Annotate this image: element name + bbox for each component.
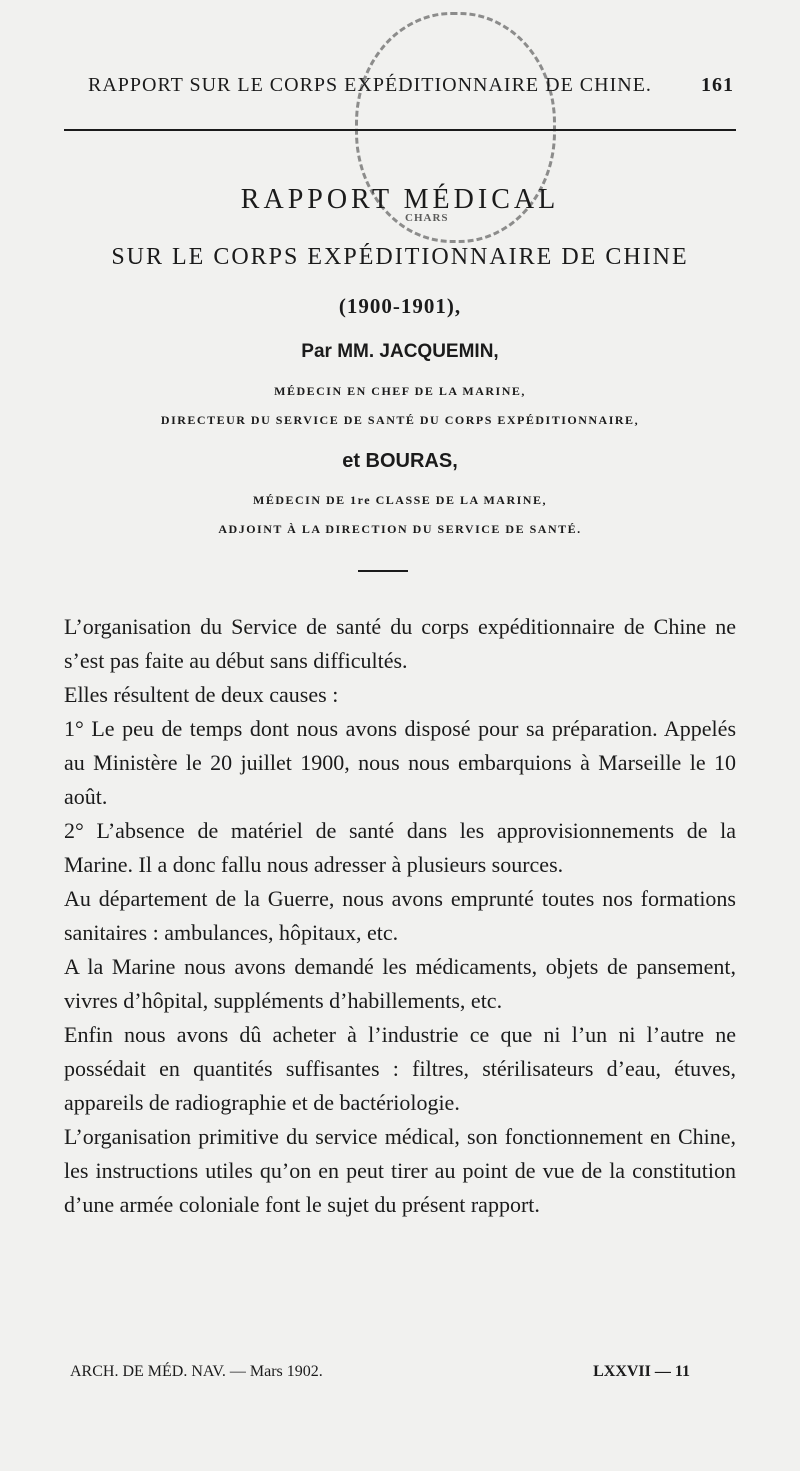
body-paragraph: Elles résultent de deux causes :	[64, 682, 339, 707]
body-paragraph: A la Marine nous avons demandé les médicaments, objets de pansement, vivres d’hôpital, suppléments d’habillements, etc.	[64, 954, 736, 1013]
page-number: 161	[701, 74, 734, 96]
author-2-role-b: ADJOINT À LA DIRECTION DU SERVICE DE SANTÉ.	[218, 522, 582, 536]
body-paragraph: Au département de la Guerre, nous avons emprunté toutes nos formations sanitaires : ambulances, hôpitaux, etc.	[64, 886, 736, 945]
body-paragraph: L’organisation primitive du service médical, son fonctionnement en Chine, les instructions utiles qu’on en peut tirer au point de vue de la constitution d’une armée coloniale font le sujet du présent rapport.	[64, 1124, 736, 1217]
author-line-1: Par MM. JACQUEMIN,	[301, 341, 499, 362]
body-paragraph: 1° Le peu de temps dont nous avons disposé pour sa préparation. Appelés au Ministère le 20 juillet 1900, nous nous embarquions à Marseille le 10 août.	[64, 716, 736, 809]
footer-signature: LXXVII — 11	[593, 1363, 690, 1380]
body-paragraph: Enfin nous avons dû acheter à l’industrie ce que ni l’un ni l’autre ne possédait en quantités suffisantes : filtres, stérilisateurs d’eau, étuves, appareils de radiographie et de bactériologie.	[64, 1022, 736, 1115]
body-paragraph: L’organisation du Service de santé du corps expéditionnaire de Chine ne s’est pas faite au début sans difficultés.	[64, 614, 736, 673]
author-2-role-a: MÉDECIN DE 1re CLASSE DE LA MARINE,	[253, 493, 547, 507]
section-separator	[358, 570, 408, 572]
article-dates: (1900-1901),	[338, 294, 462, 318]
running-title: RAPPORT SUR LE CORPS EXPÉDITIONNAIRE DE CHINE.	[88, 74, 652, 96]
article-body	[64, 610, 736, 1222]
article-title: RAPPORT MÉDICAL	[240, 184, 560, 215]
author-1-role-a: MÉDECIN EN CHEF DE LA MARINE,	[274, 384, 526, 398]
author-line-2: et BOURAS,	[342, 450, 458, 472]
body-paragraph: 2° L’absence de matériel de santé dans les approvisionnements de la Marine. Il a donc fallu nous adresser à plusieurs sources.	[64, 818, 736, 877]
stamp-text: CHARS	[405, 212, 449, 224]
header-rule	[64, 129, 736, 131]
author-1-role-b: DIRECTEUR DU SERVICE DE SANTÉ DU CORPS EXPÉDITIONNAIRE,	[160, 413, 640, 427]
article-subtitle: SUR LE CORPS EXPÉDITIONNAIRE DE CHINE	[111, 244, 689, 270]
footer-citation: ARCH. DE MÉD. NAV. — Mars 1902.	[70, 1363, 323, 1380]
